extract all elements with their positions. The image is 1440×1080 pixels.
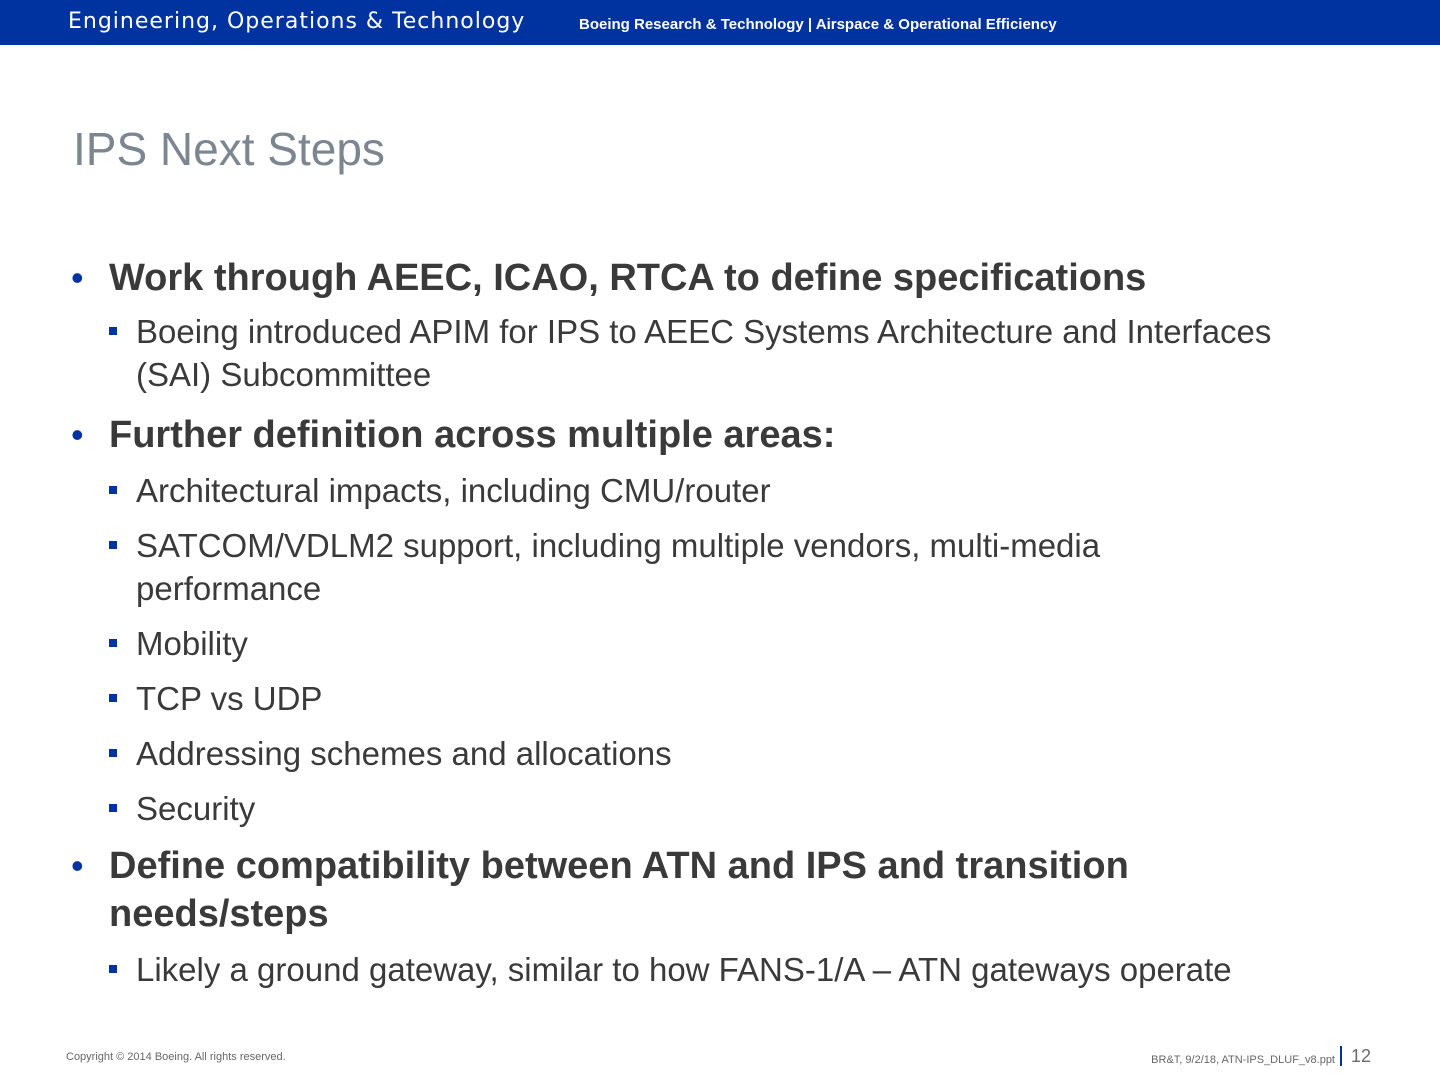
square-bullet-icon: [109, 639, 117, 647]
square-bullet-icon: [109, 541, 117, 549]
square-bullet-icon: [109, 804, 117, 812]
bullet-text: Work through AEEC, ICAO, RTCA to define specifications: [109, 257, 1147, 299]
sub-bullet-text: Boeing introduced APIM for IPS to AEEC Systems Architecture and Interfaces (SAI) Subcommittee: [136, 313, 1272, 393]
round-bullet-icon: •: [71, 257, 84, 298]
slide-title: IPS Next Steps: [73, 123, 385, 175]
sub-bullet-item: [70, 677, 1370, 720]
header-bar: [0, 0, 1440, 45]
sub-bullet-item: [70, 787, 1370, 830]
footer-divider: [1340, 1046, 1342, 1066]
bullet-list: [70, 254, 1370, 991]
bullet-text: Define compatibility between ATN and IPS and transition needs/steps: [109, 845, 1129, 935]
square-bullet-icon: [109, 694, 117, 702]
round-bullet-icon: •: [71, 414, 84, 455]
bullet-item: [70, 411, 1370, 459]
sub-bullet-text: Likely a ground gateway, similar to how FANS-1/A – ATN gateways operate: [136, 951, 1232, 988]
bullet-text: Further definition across multiple areas:: [109, 414, 836, 456]
sub-bullet-item: [70, 948, 1370, 991]
sub-bullet-text: TCP vs UDP: [136, 680, 323, 717]
sub-bullet-text: Addressing schemes and allocations: [136, 735, 672, 772]
copyright-notice: Copyright © 2014 Boeing. All rights reserved.: [66, 1051, 286, 1063]
sub-bullet-text: Mobility: [136, 625, 248, 662]
sub-bullet-item: [70, 732, 1370, 775]
sub-bullet-text: Architectural impacts, including CMU/router: [136, 472, 771, 509]
square-bullet-icon: [109, 965, 117, 973]
sub-bullet-item: [70, 310, 1296, 396]
round-bullet-icon: •: [71, 845, 84, 886]
sub-bullet-item: [70, 524, 1286, 610]
sub-bullet-text: Security: [136, 790, 256, 827]
division-name: Boeing Research & Technology | Airspace & Operational Efficiency: [579, 16, 1057, 33]
sub-bullet-item: [70, 622, 1370, 665]
bullet-item: [70, 254, 1370, 302]
square-bullet-icon: [109, 486, 117, 494]
page-number: 12: [1351, 1046, 1372, 1066]
document-reference: BR&T, 9/2/18, ATN-IPS_DLUF_v8.ppt: [1151, 1054, 1335, 1066]
sub-bullet-item: [70, 469, 1370, 512]
square-bullet-icon: [109, 327, 117, 335]
bullet-item: [70, 842, 1249, 938]
sub-bullet-text: SATCOM/VDLM2 support, including multiple vendors, multi-media performance: [136, 527, 1101, 607]
square-bullet-icon: [109, 749, 117, 757]
org-name: Engineering, Operations & Technology: [68, 9, 526, 34]
